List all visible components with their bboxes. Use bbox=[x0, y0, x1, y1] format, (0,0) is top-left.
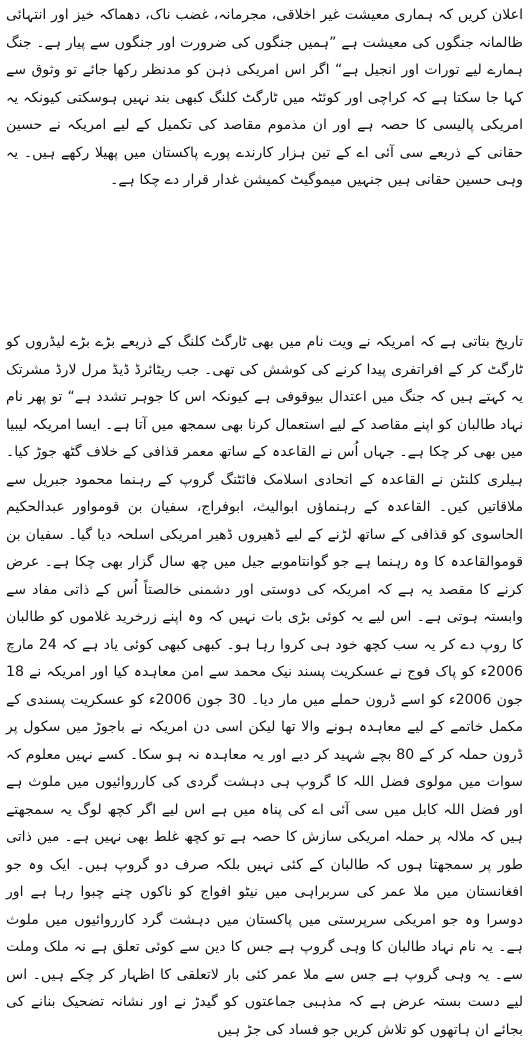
article-paragraph-1: اعلان کریں کہ ہماری معیشت غیر اخلاقی، مجرمانہ، غضب ناک، دھماکہ خیز اور انتہائی ظالمانہ جنگوں کی معیشت ہے ”ہمیں جنگوں کی ضرورت اور جنگوں سے پیار ہے۔ جنگ ہمارے لیے تورات اور انجیل ہے“ اگر اس امریکی ذہن کو مدنظر رکھا جائے تو وثوق سے کہا جا سکتا ہے کہ کراچی اور کوئٹہ میں ٹارگٹ کلنگ کبھی بند نہیں ہوسکتی کیونکہ یہ امریکی پالیسی کا حصہ ہے اور ان مذموم مقاصد کی تکمیل کے لیے امریکہ نے حسین حقانی کے ذریعے سی آئی اے کے تین ہزار کارندے پورے پاکستان میں پھیلا رکھے ہیں۔ یہ وہی حسین حقانی ہیں جنہیں میموگیٹ کمیشن غدار قرار دے چکا ہے۔ bbox=[6, 7, 523, 188]
article-paragraph-2: تاریخ بتاتی ہے کہ امریکہ نے ویت نام میں بھی ٹارگٹ کلنگ کے ذریعے بڑے بڑے لیڈروں کو ٹارگٹ کر کے افراتفری پیدا کرنے کی کوشش کی تھی۔ جب ریٹائرڈ ڈیڈ مرل لارڈ مشرتک یہ کہتے ہیں کہ جنگ میں اعتدال بیوقوفی ہے کیونکہ اس کا جوہر تشدد ہے“ تو پھر نام نہاد طالبان کو اپنے مقاصد کے لیے استعمال کرنا بھی سمجھ میں آتا ہے۔ ایسا امریکہ لیبیا میں بھی کر چکا ہے۔ جہاں اُس نے القاعدہ کے ساتھ معمر قذافی کے خلاف گٹھ جوڑ کیا۔ ہیلری کلنٹن نے القاعدہ کے اتحادی اسلامک فائٹنگ گروپ کے رہنما محمود جبریل سے ملاقاتیں کیں۔ القاعدہ کے رہنماؤں ابوالیث، ابوفراج، سفیان بن قومواور عبدالحکیم الحاسوی کو قذافی کے ساتھ لڑنے کے لیے ڈھیروں ڈھیر امریکی اسلحہ دیا گیا۔ سفیان بن قوموالقاعدہ کا وہ رہنما ہے جو گوانتاموبے جیل میں چھ سال گزار بھی چکا ہے۔ عرض کرنے کا مقصد یہ ہے کہ امریکہ کی دوستی اور دشمنی خالصتاً اُس کے ذاتی مفاد سے وابستہ ہوتی ہے۔ اس لیے یہ کوئی بڑی بات نہیں کہ وہ اپنے زرخرید غلاموں کو طالبان کا روپ دے کر یہ سب کچھ خود ہی کروا رہا ہو۔ کبھی کبھی کوئی یاد ہے کہ 24 مارچ 2006ء کو پاک فوج نے عسکریت پسند نیک محمد سے امن معاہدہ کیا اور امریکہ نے 18 جون 2006ء کو اسے ڈرون حملے میں مار دیا۔ 30 جون 2006ء کو عسکریت پسندی کے مکمل خاتمے کے لیے معاہدہ ہونے والا تھا لیکن اسی دن امریکہ نے باجوڑ میں سکول پر ڈرون حملہ کر کے 80 بچے شہید کر دیے اور یہ معاہدہ نہ ہو سکا۔ کسے نہیں معلوم کہ سوات میں مولوی فضل اللہ کا گروپ ہی دہشت گردی کی کارروائیوں میں ملوث ہے اور فضل اللہ کابل میں سی آئی اے کی پناہ میں ہے اس لیے اگر کچھ لوگ یہ سمجھتے ہیں کہ ملالہ پر حملہ امریکی سازش کا حصہ ہے تو کچھ غلط بھی نہیں ہے۔ میں ذاتی طور پر سمجھتا ہوں کہ طالبان کے کئی نہیں بلکہ صرف دو گروپ ہیں۔ ایک وہ جو افغانستان میں ملا عمر کی سربراہی میں نیٹو افواج کو ناکوں چنے چبوا رہا ہے اور دوسرا وہ جو امریکی سرپرستی میں پاکستان میں دہشت گرد کارروائیوں میں ملوث ہے۔ یہ نام نہاد طالبان کا وہی گروپ ہے جس کا دین سے کوئی تعلق ہے نہ ملک وملت سے۔ یہ وہی گروپ ہے جس سے ملا عمر کئی بار لاتعلقی کا اظہار کر چکے ہیں۔ اس لیے دست بستہ عرض ہے کہ مذہبی جماعتوں کو گیدڑ نے اور نشانہ تضحیک بنانے کی بجائے ان ہاتھوں کو تلاش کریں جو فساد کی جڑ ہیں bbox=[6, 334, 523, 1038]
